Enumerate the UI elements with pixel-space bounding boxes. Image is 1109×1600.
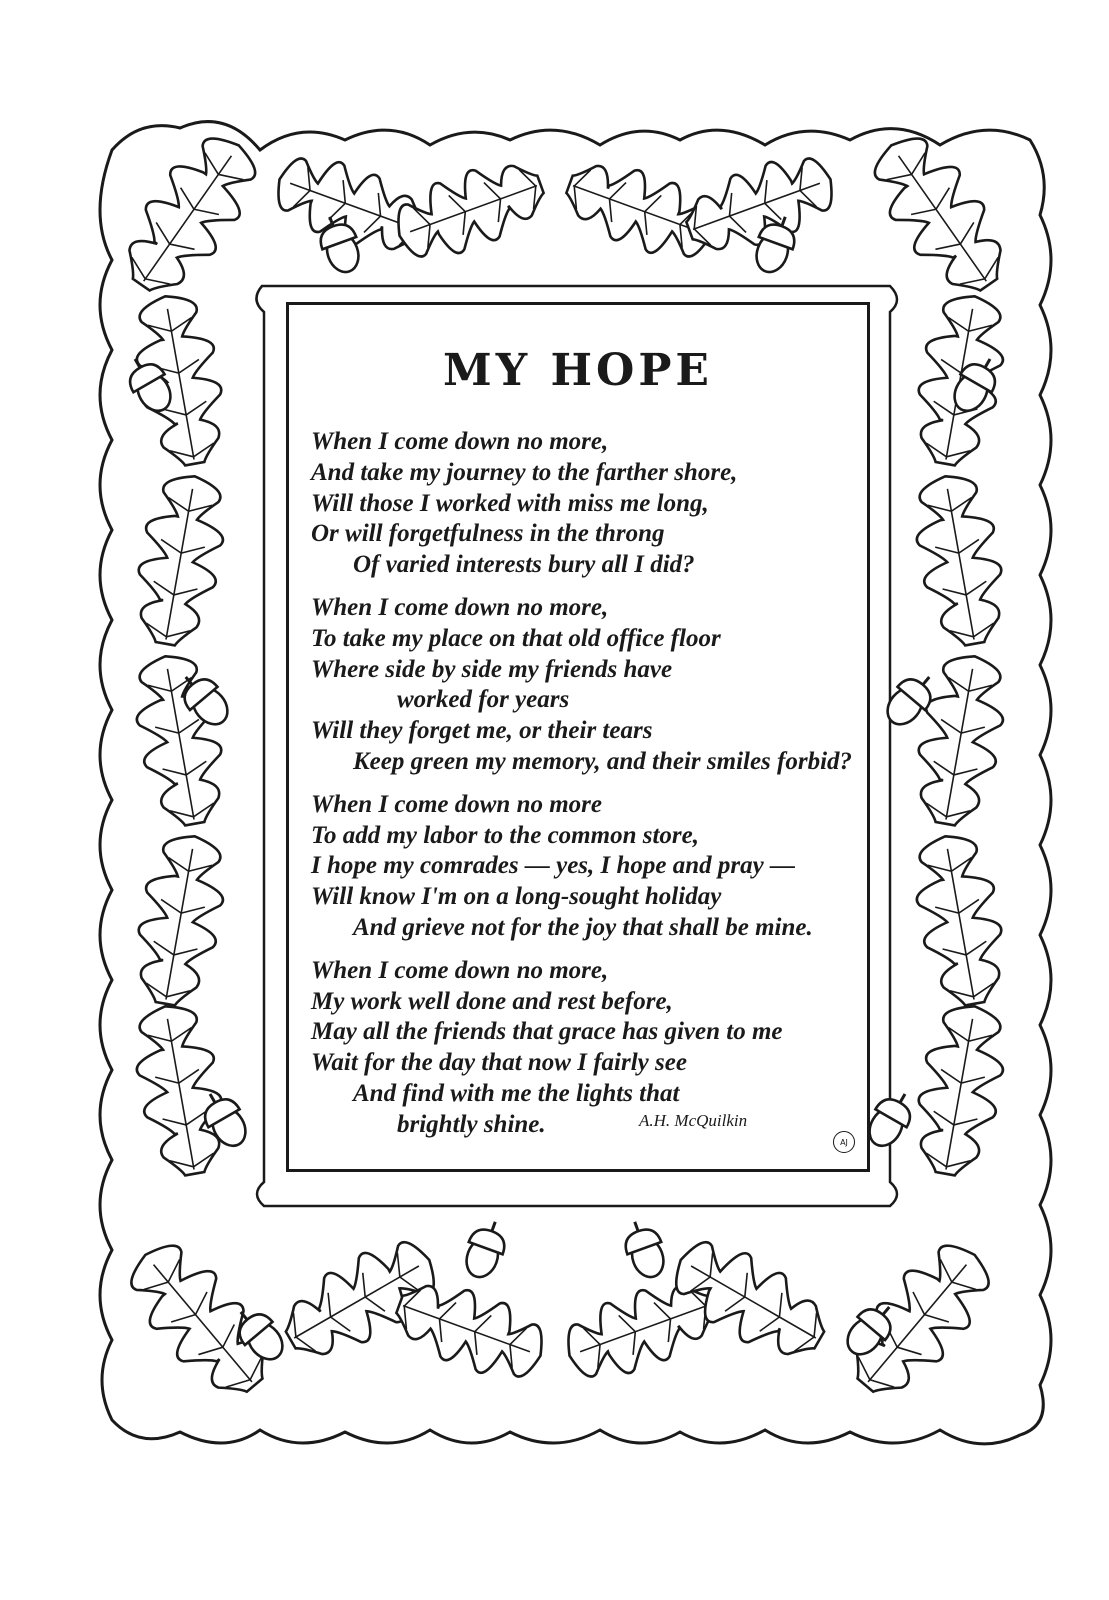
poem-line: Of varied interests bury all I did?	[353, 551, 695, 579]
poem-line: When I come down no more,	[311, 593, 609, 621]
poem-line: My work well done and rest before,	[311, 987, 673, 1015]
stanza-3	[311, 790, 871, 944]
stanza-2	[311, 593, 871, 778]
oak-leaf-icon	[907, 830, 1013, 1011]
poem-line: Keep green my memory, and their smiles forbid?	[353, 747, 853, 775]
poem-line: To take my place on that old office floor	[311, 624, 721, 652]
stanza-1	[311, 427, 871, 581]
oak-leaf-icon	[907, 470, 1013, 651]
oak-leaf-icon	[127, 650, 233, 831]
poem-line: Will those I worked with miss me long,	[311, 489, 709, 517]
poem-line: worked for years	[397, 686, 570, 714]
oak-leaf-icon	[127, 830, 233, 1011]
poem-body	[311, 427, 871, 1153]
poem-panel	[286, 302, 870, 1172]
oak-leaf-icon	[387, 150, 553, 271]
poem-line: And find with me the lights that	[353, 1079, 680, 1107]
poem-line: When I come down no more,	[311, 428, 609, 455]
acorn-icon	[618, 1216, 672, 1283]
poem-line: Or will forgetfulness in the throng	[311, 520, 665, 548]
oak-leaf-icon	[127, 1000, 233, 1181]
poem-line: When I come down no more	[311, 790, 603, 818]
poem-line: When I come down no more,	[311, 956, 609, 984]
artist-monogram: AJ	[833, 1131, 855, 1153]
poem-line: brightly shine.	[397, 1110, 546, 1138]
oak-leaf-icon	[127, 470, 233, 651]
oak-leaf-icon	[108, 122, 273, 308]
acorn-icon	[459, 1216, 513, 1283]
poem-line: May all the friends that grace has given to me	[311, 1018, 783, 1046]
poem-line: And take my journey to the farther shore,	[311, 458, 738, 486]
poem-title: MY HOPE	[443, 345, 713, 396]
poem-line: Where side by side my friends have	[311, 655, 673, 683]
poem-line: Will know I'm on a long-sought holiday	[311, 883, 722, 911]
oak-leaf-icon	[907, 650, 1013, 831]
poem-line: I hope my comrades — yes, I hope and pray —	[311, 852, 795, 880]
stanza-4	[311, 956, 871, 1141]
poem-line: Will they forget me, or their tears	[311, 717, 653, 745]
oak-leaf-icon	[858, 122, 1023, 308]
poem-line: And grieve not for the joy that shall be mine.	[353, 913, 813, 941]
oak-leaf-icon	[907, 1000, 1013, 1181]
poem-line: Wait for the day that now I fairly see	[311, 1049, 687, 1077]
poem-line: To add my labor to the common store,	[311, 821, 699, 849]
author-signature: A.H. McQuilkin	[639, 1111, 748, 1130]
